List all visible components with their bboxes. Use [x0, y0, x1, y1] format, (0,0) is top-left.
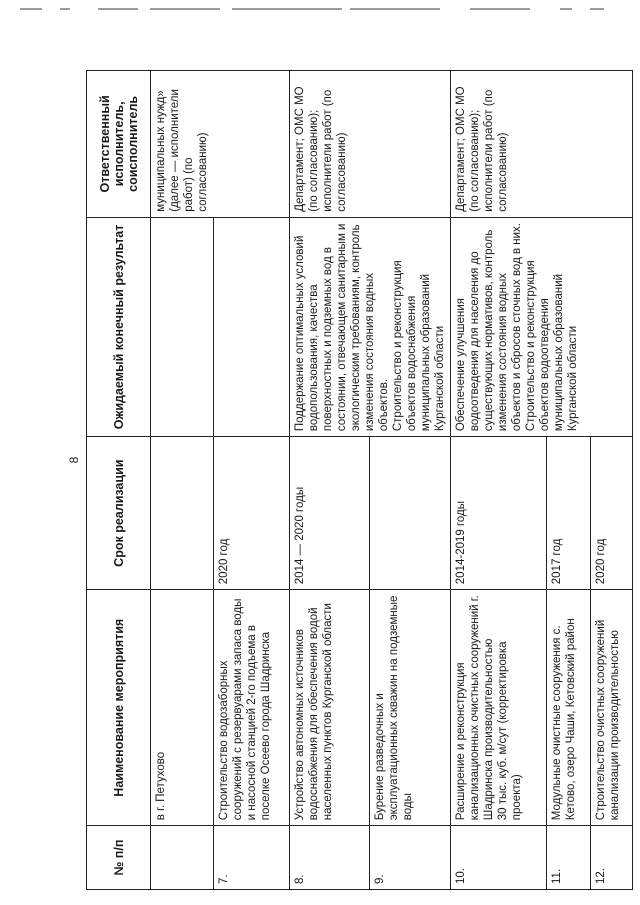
cell-responsible-group-wastewater: Департамент; ОМС МО (по согласованию); исполнители работ (по согласованию): [450, 71, 632, 218]
cell-term: [370, 437, 451, 590]
cell-term: 2014 — 2020 годы: [289, 437, 370, 590]
scan-artifacts: [0, 0, 640, 24]
cell-num: 12.: [590, 826, 632, 890]
cell-name: Строительство очистных сооружений канализации производительностью: [590, 590, 632, 826]
cell-num: 11.: [546, 826, 590, 890]
measures-table: [86, 70, 633, 890]
cell-name: в г. Петухово: [151, 590, 214, 826]
page-number: 8: [67, 456, 81, 464]
table-row-continuation: [151, 71, 214, 890]
cell-term: [151, 437, 214, 590]
cell-result: [151, 217, 214, 436]
cell-name: Модульные очистные сооружения с. Кетово, озеро Чаши, Кетовский район: [546, 590, 590, 826]
header-num: № п/п: [87, 826, 151, 890]
header-name: Наименование мероприятия: [87, 590, 151, 826]
cell-result-group-wastewater: Обеспечение улучшения водоотведения для населения до существующих нормативов, контроль изменения состояния водных объектов и сбросов сточных вод в них. Строительство и реконструкция объектов водоотведения муниципальных образований Курганской области: [450, 217, 632, 436]
rotated-page-content: [86, 70, 621, 890]
cell-term: 2017 год: [546, 437, 590, 590]
header-result: Ожидаемый конечный результат: [87, 217, 151, 436]
table-row: [289, 71, 370, 890]
table-header-row: [87, 71, 151, 890]
cell-term: 2014-2019 годы: [450, 437, 546, 590]
cell-responsible-group-water-supply: Департамент; ОМС МО (по согласованию); исполнители работ (по согласованию): [289, 71, 450, 218]
cell-result-group-water-supply: Поддержание оптимальных условий водопользования, качества поверхностных и подземных вод в состоянии, отвечающем санитарным и экологическим требованиям, контроль изменения состояния водных объектов. Строительство и реконструкция объектов водоснабжения муниципальных образований Курганской области: [289, 217, 450, 436]
header-term: Срок реализации: [87, 437, 151, 590]
cell-num: [151, 826, 214, 890]
cell-num: 8.: [289, 826, 370, 890]
cell-result: [213, 217, 289, 436]
cell-term: 2020 год: [590, 437, 632, 590]
cell-responsible: [213, 71, 289, 218]
cell-name: Строительство водозаборных сооружений с резервуарами запаса воды и насосной станцией 2-го подъема в поселке Осеево города Шадринска: [213, 590, 289, 826]
cell-name: Расширение и реконструкция канализационных очистных сооружений г. Шадринска производительностью 30 тыс. куб. м/сут (корректировка проекта): [450, 590, 546, 826]
table-row: [213, 71, 289, 890]
cell-name: Устройство автономных источников водоснабжения для обеспечения водой населенных пунктов Курганской области: [289, 590, 370, 826]
cell-term: 2020 год: [213, 437, 289, 590]
cell-responsible: муниципальных нужд» (далее — исполнители работ) (по согласованию): [151, 71, 214, 218]
cell-num: 7.: [213, 826, 289, 890]
cell-num: 9.: [370, 826, 451, 890]
cell-num: 10.: [450, 826, 546, 890]
cell-name: Бурение разведочных и эксплуатационных скважин на подземные воды: [370, 590, 451, 826]
header-responsible: Ответственный исполнитель, соисполнитель: [87, 71, 151, 218]
table-row: [450, 71, 546, 890]
